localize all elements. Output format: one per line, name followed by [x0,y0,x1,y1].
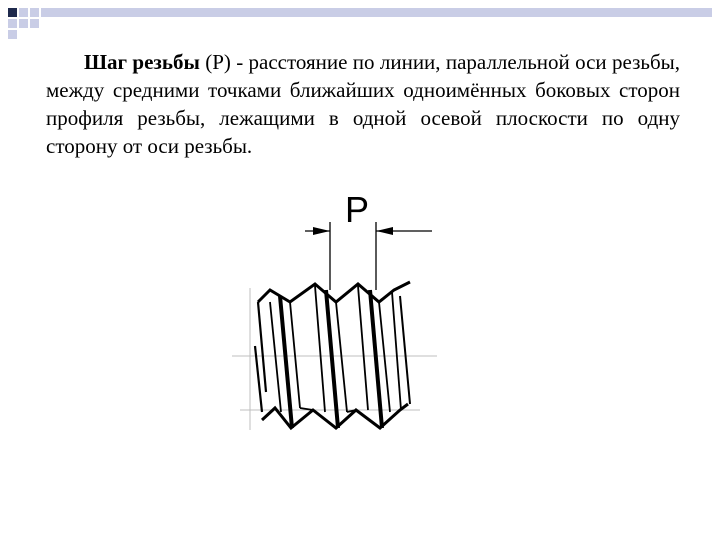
deco-bar [50,8,712,17]
deco-square-dark [8,8,17,17]
definition-text: (P) - расстояние по линии, параллельной оси резьбы, между средними точками ближайших одноимённых боковых сторон профиля резьбы, лежащими в одной осевой плоскости по одну сторону от оси резьбы. [46,50,680,158]
deco-square-light [8,19,17,28]
corner-decoration [0,0,720,40]
deco-square-light [30,8,39,17]
deco-square-light [19,8,28,17]
pitch-label: P [344,189,370,230]
definition-paragraph [46,48,680,160]
thread-pitch-diagram [225,185,450,445]
deco-square-light [41,8,50,17]
deco-square-light [8,30,17,39]
deco-square-light [30,19,39,28]
pitch-dimension [305,222,432,290]
deco-square-light [19,19,28,28]
term-heading: Шаг резьбы [84,50,200,74]
thread-profile [255,282,410,428]
